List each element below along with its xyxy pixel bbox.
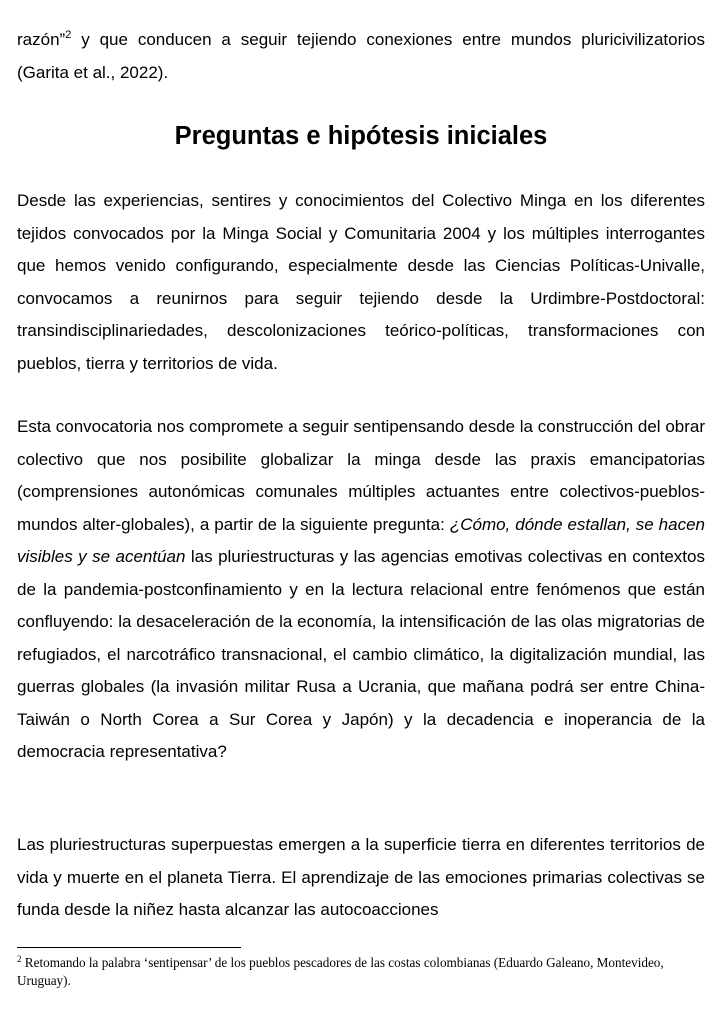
footnote-reference[interactable]: 2: [65, 29, 72, 41]
paragraph-1: [17, 24, 705, 89]
paragraph-4: Las pluriestructuras superpuestas emergen a la superficie tierra en diferentes territorios de vida y muerte en el planeta Tierra. El aprendizaje de las emociones primarias colectivas se funda desde la niñez hasta alcanzar las autocoacciones: [17, 835, 705, 919]
footnote: [17, 954, 707, 990]
section-heading: Preguntas e hipótesis iniciales: [174, 122, 548, 150]
paragraph-2: Desde las experiencias, sentires y conocimientos del Colectivo Minga en los diferentes tejidos convocados por la Minga Social y Comunitaria 2004 y los múltiples interrogantes que hemos venido configurando, especialmente desde las Ciencias Políticas-Univalle, convocamos a reunirnos para seguir tejiendo desde la Urdimbre-Postdoctoral: transindisciplinariedades, descolonizaciones teórico-políticas, transformaciones con pueblos, tierra y territorios de vida.: [17, 191, 705, 373]
paragraph-3-end: las pluriestructuras y las agencias emotivas colectivas en contextos de la pandemia-postconfinamiento y en la lectura relacional entre fenómenos que están confluyendo: la desaceleración de la economía, la intensificación de las olas migratorias de refugiados, el narcotráfico transnacional, el cambio climático, la digitalización mundial, las guerras globales (la invasión militar Rusa a Ucrania, que mañana podrá ser entre China-Taiwán o North Corea a Sur Corea y Japón) y la decadencia e inoperancia de la democracia representativa?: [17, 547, 705, 761]
footnote-separator: [17, 947, 241, 948]
footnote-text: Retomando la palabra ‘sentipensar’ de los pueblos pescadores de las costas colombianas (Eduardo Galeano, Montevideo, Uruguay).: [17, 955, 664, 988]
footnote-number: 2: [17, 954, 22, 964]
paragraph-3-start: Esta convocatoria nos compromete a seguir sentipensando desde la construcción del obrar colectivo que nos posibilite globalizar la minga desde las praxis emancipatorias (comprensiones autonómicas comunales múltiples actuantes entre colectivos-pueblos-mundos alter-globales), a partir de la siguiente pregunta:: [17, 417, 705, 534]
research-question: ¿Cómo, dónde estallan, se hacen visibles y se acentúan: [17, 514, 705, 566]
paragraph-3: [17, 411, 705, 769]
paragraph-1-end: y que conducen a seguir tejiendo conexiones entre mundos pluricivilizatorios (Garita et al., 2022).: [17, 30, 705, 82]
paragraph-1-start: razón”: [17, 30, 66, 49]
